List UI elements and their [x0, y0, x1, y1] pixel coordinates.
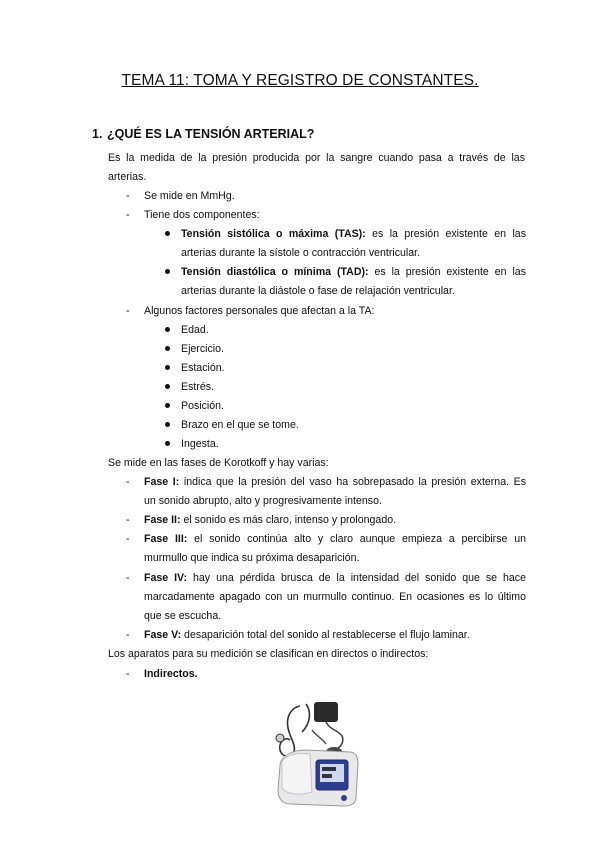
- dash-marker: -: [126, 572, 130, 584]
- tas-label: Tensión sistólica o máxima (TAS):: [181, 228, 366, 240]
- tad-line-2: arterias durante la diástole o fase de relajación ventricular.: [181, 285, 455, 297]
- phase-3-line-1: [144, 530, 526, 549]
- item-factors: Algunos factores personales que afectan a la TA:: [144, 305, 375, 317]
- bullet-dot: [165, 384, 170, 389]
- item-mmhg: Se mide en MmHg.: [144, 190, 235, 202]
- factor-item: Edad.: [181, 324, 209, 336]
- phase-3-text: el sonido continúa alto y claro aunque empieza a percibirse un: [187, 533, 526, 545]
- phase-3-label: Fase III:: [144, 533, 188, 545]
- tas-text: es la presión existente en las: [365, 228, 526, 240]
- phase-1-line-2: un sonido abrupto, alto y progresivamente intenso.: [144, 495, 382, 507]
- phase-2-label: Fase II:: [144, 514, 181, 526]
- page-title: TEMA 11: TOMA Y REGISTRO DE CONSTANTES.: [121, 72, 479, 89]
- tad-label: Tensión diastólica o mínima (TAD):: [181, 266, 369, 278]
- section-heading: [92, 127, 314, 141]
- factor-item: Ejercicio.: [181, 343, 224, 355]
- factor-item: Brazo en el que se tome.: [181, 419, 299, 431]
- phase-4-line-2: marcadamente apagado con un murmullo continuo. En ocasiones es lo último: [144, 591, 526, 603]
- dash-marker: -: [126, 629, 130, 641]
- phase-5-line-1: [144, 626, 470, 645]
- bullet-dot: [165, 231, 170, 236]
- phase-4-label: Fase IV:: [144, 572, 188, 584]
- factor-item: Ingesta.: [181, 438, 219, 450]
- dash-marker: -: [126, 209, 130, 221]
- intro-line-2: arterias.: [108, 171, 147, 183]
- phase-4-line-3: que se escucha.: [144, 610, 222, 622]
- tas-line-2: arterias durante la sístole o contracción ventricular.: [181, 247, 421, 259]
- dash-marker: -: [126, 190, 130, 202]
- item-components: Tiene dos componentes:: [144, 209, 260, 221]
- bullet-dot: [165, 346, 170, 351]
- dash-marker: -: [126, 476, 130, 488]
- blood-pressure-devices-image: [272, 700, 362, 810]
- dash-marker: -: [126, 305, 130, 317]
- phase-2-line-1: [144, 511, 396, 530]
- phase-1-text: indica que la presión del vaso ha sobrepasado la presión externa. Es: [179, 476, 527, 488]
- phase-1-line-1: [144, 473, 526, 492]
- stethoscope-icon: [276, 704, 309, 756]
- bullet-dot: [165, 422, 170, 427]
- intro-line-1: Es la medida de la presión producida por la sangre cuando pasa a través de las: [108, 152, 525, 164]
- dash-marker: -: [126, 514, 130, 526]
- bullet-dot: [165, 327, 170, 332]
- phase-2-text: el sonido es más claro, intenso y prolongado.: [180, 514, 397, 526]
- factor-item: Posición.: [181, 400, 224, 412]
- factor-item: Estación.: [181, 362, 225, 374]
- phase-4-text: hay una pérdida brusca de la intensidad del sonido que se hace: [187, 572, 526, 584]
- devices-intro: Los aparatos para su medición se clasifican en directos o indirectos:: [108, 648, 429, 660]
- bullet-dot: [165, 403, 170, 408]
- indirect-label-text: Indirectos.: [144, 668, 198, 680]
- tas-line-1: [181, 225, 526, 244]
- factor-item: Estrés.: [181, 381, 214, 393]
- phase-1-label: Fase I:: [144, 476, 180, 488]
- phase-5-text: desaparición total del sonido al restablecerse el flujo laminar.: [181, 629, 470, 641]
- korotkoff-intro: Se mide en las fases de Korotkoff y hay varias:: [108, 457, 329, 469]
- dash-marker: -: [126, 668, 130, 680]
- section-heading-text: ¿QUÉ ES LA TENSIÓN ARTERIAL?: [107, 127, 315, 141]
- phase-4-line-1: [144, 569, 526, 588]
- sphygmomanometer-icon: [312, 702, 343, 757]
- digital-monitor-icon: [278, 750, 358, 806]
- section-number: 1.: [92, 127, 103, 141]
- indirect-label: [144, 665, 198, 684]
- bullet-dot: [165, 441, 170, 446]
- phase-3-line-2: murmullo que indica su próxima desaparición.: [144, 552, 360, 564]
- bullet-dot: [165, 365, 170, 370]
- tad-line-1: [181, 263, 526, 282]
- phase-5-label: Fase V:: [144, 629, 182, 641]
- dash-marker: -: [126, 533, 130, 545]
- tad-text: es la presión existente en las: [368, 266, 526, 278]
- bullet-dot: [165, 269, 170, 274]
